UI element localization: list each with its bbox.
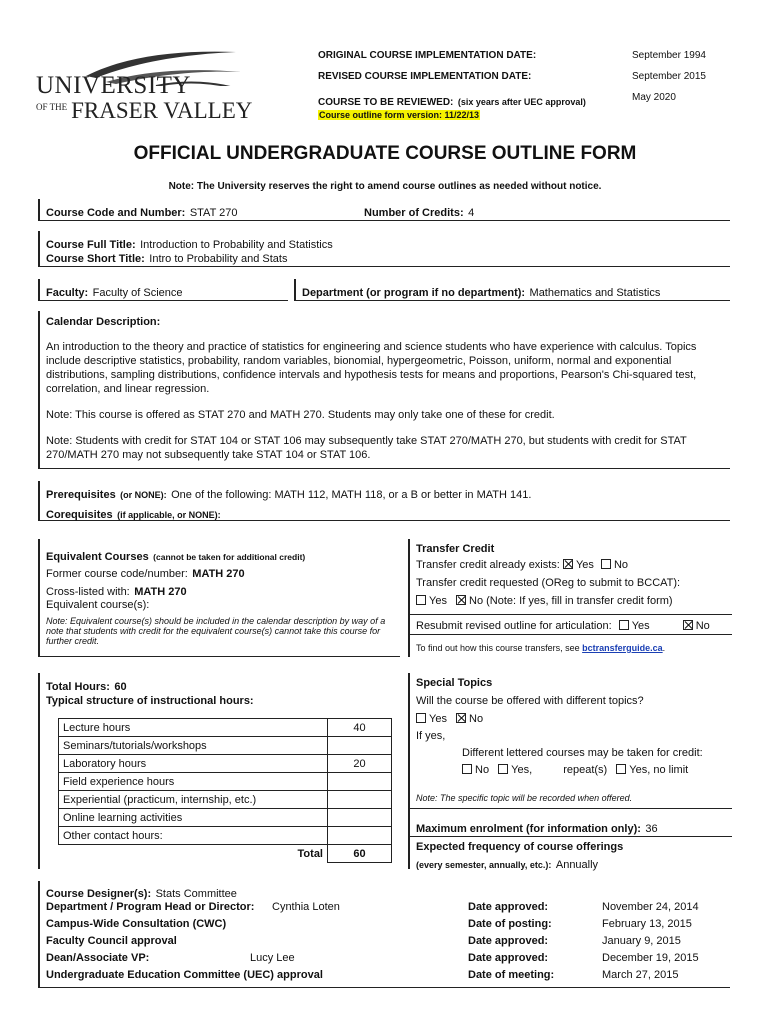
- university-logo: [36, 46, 253, 126]
- cross-label: Cross-listed with:: [46, 586, 130, 598]
- special-question: Will the course be offered with different topics?: [416, 695, 644, 707]
- approval-label: Department / Program Head or Director:: [46, 901, 255, 913]
- lettered-nolimit: Yes, no limit: [629, 764, 689, 776]
- equivalent-block: [38, 539, 400, 657]
- special-yes: Yes: [429, 713, 447, 725]
- hours-row-value[interactable]: 40: [328, 719, 392, 737]
- approval-label: Campus-Wide Consultation (CWC): [46, 918, 227, 930]
- special-no: No: [469, 713, 484, 725]
- hours-row: [59, 737, 392, 755]
- hours-row: [59, 791, 392, 809]
- logo-line2: FRASER VALLEY: [71, 98, 253, 123]
- coreq-label: Corequisites: [46, 509, 113, 521]
- approval-date-label: Date approved:: [468, 952, 549, 964]
- credits-label: Number of Credits:: [364, 207, 464, 219]
- special-no-checkbox[interactable]: [456, 713, 466, 723]
- review-value: May 2020: [632, 92, 676, 103]
- prerequisites-block: [38, 481, 730, 521]
- prereq-note: (or NONE):: [120, 490, 167, 500]
- transfer-exists-yes: Yes: [575, 559, 594, 571]
- equiv-courses-label: Equivalent course(s):: [46, 599, 150, 611]
- hours-row-value[interactable]: [328, 773, 392, 791]
- review-label: COURSE TO BE REVIEWED:: [318, 97, 454, 108]
- special-lettered: Different lettered courses may be taken for credit:: [462, 747, 703, 759]
- hours-row-label: Seminars/tutorials/workshops: [59, 737, 328, 755]
- dept-value: Mathematics and Statistics: [529, 287, 661, 299]
- transfer-exists-no: No: [613, 559, 629, 571]
- orig-date-value: September 1994: [632, 50, 706, 61]
- hours-row: [59, 809, 392, 827]
- approval-name: Cynthia Loten: [272, 901, 340, 913]
- find-transfer-end: .: [662, 643, 666, 653]
- form-version: Course outline form version: 11/22/13: [319, 110, 480, 120]
- hours-total-label: Total: [59, 845, 328, 863]
- resubmit-no-checkbox[interactable]: [683, 620, 693, 630]
- credits-value: 4: [468, 207, 475, 219]
- coreq-note: (if applicable, or NONE):: [117, 510, 221, 520]
- rev-date-value: September 2015: [632, 71, 706, 82]
- find-transfer-text: To find out how this course transfers, see: [416, 643, 580, 653]
- faculty-cell: [38, 279, 288, 301]
- hours-row: [59, 773, 392, 791]
- hours-row: [59, 755, 392, 773]
- bctransferguide-link[interactable]: bctransferguide.ca: [582, 643, 663, 653]
- equiv-note: Note: Equivalent course(s) should be included in the calendar description by way of a note that students with credit for the equivalent course(s) cannot take this course for further credit.: [46, 616, 386, 646]
- hours-row-value[interactable]: [328, 737, 392, 755]
- special-topics-block: [408, 673, 730, 869]
- lettered-no-checkbox[interactable]: [462, 764, 472, 774]
- amend-note: Note: The University reserves the right to amend course outlines as needed without notice.: [168, 181, 602, 192]
- hours-block: [38, 673, 400, 869]
- orig-date-label: ORIGINAL COURSE IMPLEMENTATION DATE:: [318, 50, 537, 61]
- transfer-block: [408, 539, 730, 657]
- approvals-block: [38, 881, 730, 988]
- transfer-exists-no-checkbox[interactable]: [601, 559, 611, 569]
- transfer-requested-no: No: [469, 595, 484, 607]
- approval-date: February 13, 2015: [602, 918, 692, 930]
- approval-name: Lucy Lee: [250, 952, 295, 964]
- hours-row-label: Other contact hours:: [59, 827, 328, 845]
- department-cell: [294, 279, 730, 301]
- hours-row-value[interactable]: [328, 791, 392, 809]
- transfer-requested-yes-checkbox[interactable]: [416, 595, 426, 605]
- course-code-row: [38, 199, 730, 221]
- total-hours-label: Total Hours:: [46, 681, 110, 693]
- faculty-label: Faculty:: [46, 287, 89, 299]
- designer-label: Course Designer(s):: [46, 888, 152, 900]
- short-title-value: Intro to Probability and Stats: [149, 253, 288, 265]
- hours-row-value[interactable]: 20: [328, 755, 392, 773]
- transfer-requested-note: (Note: If yes, fill in transfer credit form): [486, 595, 673, 607]
- transfer-exists-label: Transfer credit already exists:: [416, 559, 560, 571]
- special-label: Special Topics: [416, 677, 493, 689]
- approval-date: December 19, 2015: [602, 952, 699, 964]
- approval-date: March 27, 2015: [602, 969, 679, 981]
- calendar-description: [38, 311, 730, 469]
- lettered-nolimit-checkbox[interactable]: [616, 764, 626, 774]
- special-note: Note: The specific topic will be recorded when offered.: [416, 793, 633, 803]
- calendar-label: Calendar Description:: [46, 316, 161, 328]
- course-titles: [38, 231, 730, 267]
- hours-row: [59, 719, 392, 737]
- approval-date-label: Date approved:: [468, 935, 549, 947]
- full-title-label: Course Full Title:: [46, 239, 136, 251]
- resubmit-no: No: [695, 620, 710, 632]
- approval-date-label: Date of meeting:: [468, 969, 555, 981]
- hours-row-value[interactable]: [328, 827, 392, 845]
- structure-label: Typical structure of instructional hours:: [46, 695, 254, 707]
- hours-row-value[interactable]: [328, 809, 392, 827]
- lettered-yes: Yes,: [511, 764, 533, 776]
- hours-total-value: 60: [328, 845, 392, 863]
- faculty-value: Faculty of Science: [92, 287, 183, 299]
- hours-row: [59, 827, 392, 845]
- calendar-paragraph-3: Note: Students with credit for STAT 104 or STAT 106 may subsequently take STAT 270/MATH 270, but students with credit for STAT 270/MATH 270 may not subsequently take STAT 104 or STAT 106.: [46, 435, 687, 461]
- logo-line1: UNIVERSITY: [36, 72, 191, 99]
- full-title-value: Introduction to Probability and Statistics: [140, 239, 333, 251]
- freq-note: (every semester, annually, etc.):: [416, 860, 552, 870]
- transfer-label: Transfer Credit: [416, 543, 495, 555]
- former-value: MATH 270: [192, 568, 245, 580]
- hours-row-label: Lecture hours: [59, 719, 328, 737]
- logo-of-the: OF THE: [36, 102, 68, 112]
- approval-label: Dean/Associate VP:: [46, 952, 150, 964]
- dept-label: Department (or program if no department):: [302, 287, 526, 299]
- freq-label: Expected frequency of course offerings: [416, 841, 624, 853]
- transfer-requested-no-checkbox[interactable]: [456, 595, 466, 605]
- resubmit-yes: Yes: [631, 620, 650, 632]
- prereq-label: Prerequisites: [46, 489, 116, 501]
- review-note: (six years after UEC approval): [457, 97, 586, 107]
- hours-row-label: Laboratory hours: [59, 755, 328, 773]
- calendar-paragraph-2: Note: This course is offered as STAT 270 and MATH 270. Students may only take one of these for credit.: [46, 409, 555, 421]
- approval-label: Undergraduate Education Committee (UEC) approval: [46, 969, 323, 981]
- hours-row-label: Experiential (practicum, internship, etc.): [59, 791, 328, 809]
- resubmit-label: Resubmit revised outline for articulation:: [416, 620, 612, 632]
- code-label: Course Code and Number:: [46, 207, 186, 219]
- lettered-yes-checkbox[interactable]: [498, 764, 508, 774]
- approval-date-label: Date approved:: [468, 901, 549, 913]
- hours-row-label: Field experience hours: [59, 773, 328, 791]
- approval-date: January 9, 2015: [602, 935, 681, 947]
- short-title-label: Course Short Title:: [46, 253, 145, 265]
- lettered-repeat: repeat(s): [563, 764, 608, 776]
- equiv-label-note: (cannot be taken for additional credit): [153, 552, 306, 562]
- special-yes-checkbox[interactable]: [416, 713, 426, 723]
- lettered-no: No: [475, 764, 490, 776]
- max-enrol-value: 36: [645, 823, 658, 835]
- transfer-requested-label: Transfer credit requested (OReg to submit to BCCAT):: [416, 577, 681, 589]
- transfer-exists-yes-checkbox[interactable]: [563, 559, 573, 569]
- hours-row-label: Online learning activities: [59, 809, 328, 827]
- prereq-value: One of the following: MATH 112, MATH 118, or a B or better in MATH 141.: [171, 489, 532, 501]
- freq-value: Annually: [555, 859, 599, 871]
- max-enrol-label: Maximum enrolment (for information only):: [416, 823, 641, 835]
- approval-date: November 24, 2014: [602, 901, 699, 913]
- page-title: OFFICIAL UNDERGRADUATE COURSE OUTLINE FORM: [133, 143, 637, 164]
- equiv-label: Equivalent Courses: [46, 551, 149, 563]
- approval-label: Faculty Council approval: [46, 935, 177, 947]
- cross-value: MATH 270: [134, 586, 187, 598]
- transfer-requested-yes: Yes: [429, 595, 447, 607]
- former-label: Former course code/number:: [46, 568, 188, 580]
- rev-date-label: REVISED COURSE IMPLEMENTATION DATE:: [318, 71, 532, 82]
- approval-date-label: Date of posting:: [468, 918, 552, 930]
- designer-value: Stats Committee: [155, 888, 237, 900]
- resubmit-yes-checkbox[interactable]: [619, 620, 629, 630]
- calendar-paragraph-1: An introduction to the theory and practice of statistics for engineering and science students who have experience with calculus. Topics include descriptive statistics, probability, random variables, bionomial, hypergeometric, Poisson, uniform, normal and exponential distributions, sampling distributions, confidence intervals and hypothesis tests for means and proportions, Pearson's Chi-squared test, correlation, and linear regression.: [46, 341, 697, 395]
- total-hours-value: 60: [114, 681, 127, 693]
- special-if-yes: If yes,: [416, 730, 446, 742]
- hours-table: [58, 718, 392, 863]
- code-value: STAT 270: [189, 207, 238, 219]
